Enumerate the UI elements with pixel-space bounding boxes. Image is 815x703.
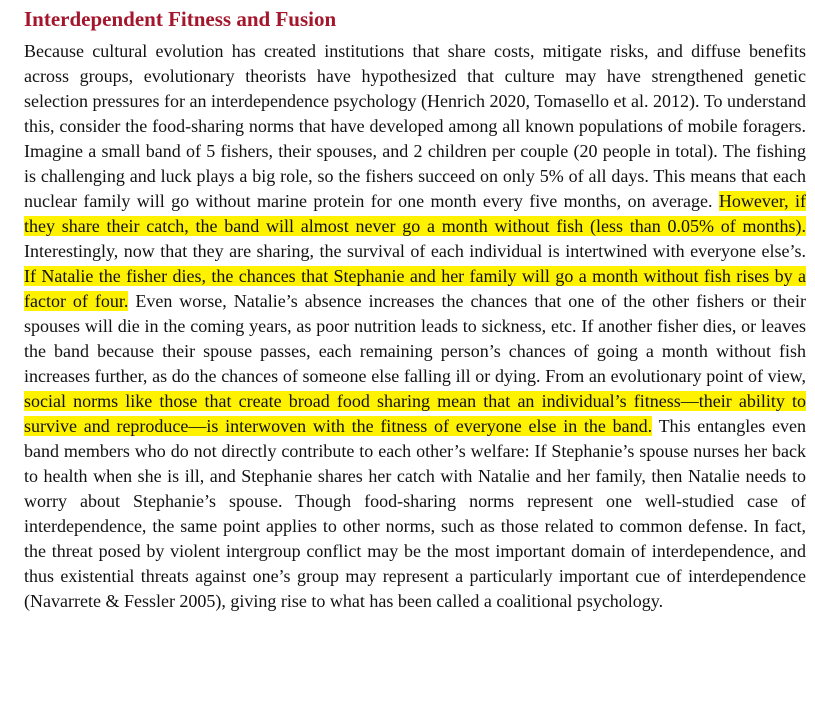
- text-segment: Interestingly, now that they are sharing, the survival of each individual is intertwined with everyone else’s.: [24, 241, 806, 261]
- highlighted-text-segment: However, if they share their catch, the band will almost never go a month without fish (less than 0.05% of months).: [24, 191, 806, 236]
- highlighted-text-segment: social norms like those that create broad food sharing mean that an individual’s fitness—their ability to survive and reproduce—is interwoven with the fitness of everyone else in the band.: [24, 391, 806, 436]
- highlighted-text-segment: If Natalie the fisher dies, the chances that Stephanie and her family will go a month without fish rises by a factor of four.: [24, 266, 806, 311]
- document-page: [24, 6, 806, 614]
- text-segment: Because cultural evolution has created institutions that share costs, mitigate risks, and diffuse benefits across groups, evolutionary theorists have hypothesized that culture may have strengthened genetic selection pressures for an interdependence psychology (Henrich 2020, Tomasello et al. 2012). To understand this, consider the food-sharing norms that have developed among all known populations of mobile foragers. Imagine a small band of 5 fishers, their spouses, and 2 children per couple (20 people in total). The fishing is challenging and luck plays a big role, so the fishers succeed on only 5% of all days. This means that each nuclear family will go without marine protein for one month every five months, on average.: [24, 41, 806, 211]
- body-paragraph: [24, 39, 806, 614]
- text-segment: This entangles even band members who do not directly contribute to each other’s welfare: If Stephanie’s spouse nurses her back to health when she is ill, and Stephanie shares her catch with Natalie and her family, then Natalie needs to worry about Stephanie’s spouse. Though food-sharing norms represent one well-studied case of interdependence, the same point applies to other norms, such as those related to common defense. In fact, the threat posed by violent intergroup conflict may be the most important domain of interdependence, and thus existential threats against one’s group may represent a particularly important cue of interdependence (Navarrete & Fessler 2005), giving rise to what has been called a coalitional psychology.: [24, 416, 806, 611]
- section-heading: Interdependent Fitness and Fusion: [24, 7, 337, 31]
- text-segment: Even worse, Natalie’s absence increases the chances that one of the other fishers or their spouses will die in the coming years, as poor nutrition leads to sickness, etc. If another fisher dies, or leaves the band because their spouse passes, each remaining person’s chances of going a month without fish increases further, as do the chances of someone else falling ill or dying. From an evolutionary point of view,: [24, 291, 806, 386]
